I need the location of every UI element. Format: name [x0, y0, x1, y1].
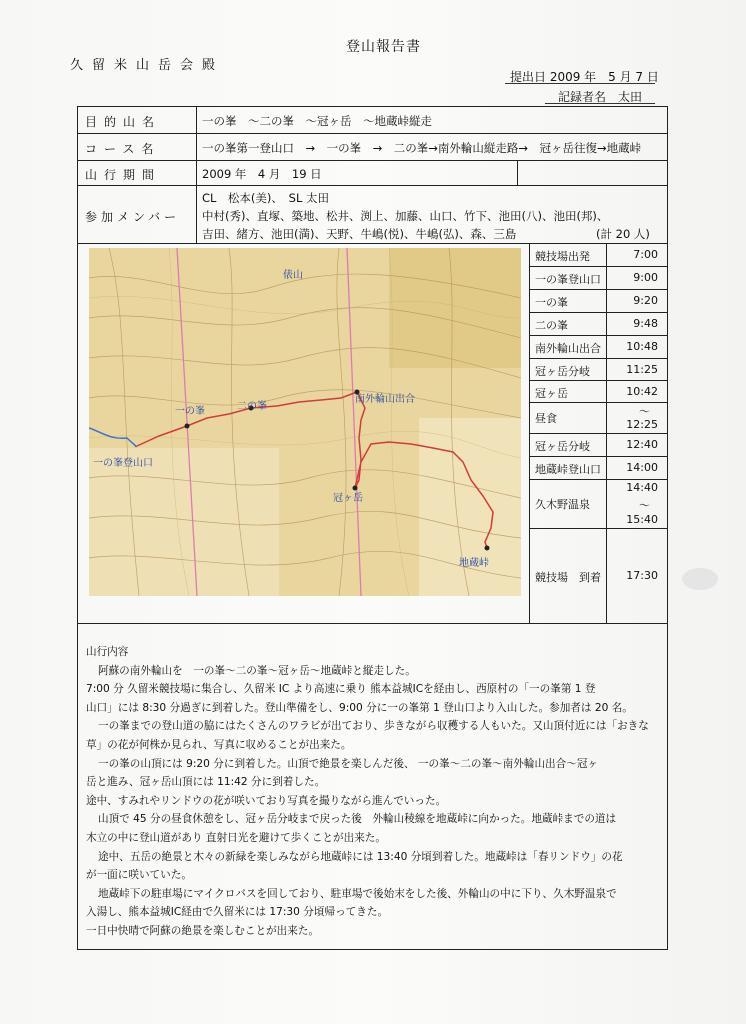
map-label-junction: 南外輪山出合 — [355, 394, 415, 405]
schedule-place: 南外輪山出合 — [535, 342, 601, 355]
schedule-place: 地蔵峠登山口 — [535, 463, 601, 476]
route-map-svg — [89, 248, 521, 596]
schedule-row — [529, 266, 668, 290]
map-label-ninomine: 二の峯 — [237, 401, 267, 412]
schedule-time: 12:25 — [626, 418, 658, 431]
schedule-time: 12:40 — [626, 438, 658, 451]
schedule-row — [529, 528, 668, 623]
report-line: 岳と進み、冠ヶ岳山頂には 11:42 分に到着した。 — [86, 776, 326, 789]
members-total: (計 20 人) — [596, 227, 650, 241]
mountain-value: 一の峯 ～二の峯 ～冠ヶ岳 ～地蔵峠縦走 — [202, 114, 432, 128]
date-underline — [505, 83, 655, 84]
schedule-row — [529, 380, 668, 403]
schedule-time: 9:48 — [633, 317, 658, 330]
report-heading: 山行内容 — [86, 646, 129, 658]
mountain-label: 目的山名 — [85, 115, 162, 129]
members-leaders: CL 松本(美)、 SL 太田 — [202, 191, 330, 205]
map-label-trailhead: 一の峯登山口 — [93, 458, 153, 469]
schedule-row — [529, 402, 668, 434]
map-label-ichinomine: 一の峯 — [175, 406, 205, 417]
report-line: 一の峯の山頂には 9:20 分に到着した。山頂で絶景を楽しんだ後、 一の峯～二の峯～南外輪山出合～冠ヶ — [98, 757, 599, 770]
schedule-row — [529, 243, 668, 267]
period-value: 2009 年 4 月 19 日 — [202, 167, 322, 181]
report-line: 途中、五岳の絶景と木々の新緑を楽しみながら地蔵峠には 13:40 分頃到着した。地蔵峠は「春リンドウ」の花 — [98, 850, 623, 863]
schedule-bottom-rule — [77, 623, 668, 624]
members-label: 参加メンバー — [85, 210, 181, 224]
submission-date: 提出日 2009 年 5 月 7 日 — [510, 70, 659, 84]
schedule-row — [529, 335, 668, 359]
report-line: 7:00 分 久留米競技場に集合し、久留米 IC より高速に乗り 熊本益城ICを経由し、西原村の「一の峯第 1 登 — [86, 683, 596, 696]
report-line: が一面に咲いていた。 — [86, 869, 192, 882]
schedule-time: 15:40 — [626, 513, 658, 526]
schedule-place: 競技場 到着 — [535, 571, 601, 584]
schedule-row — [529, 479, 668, 529]
map-label-jizo-pass: 地蔵峠 — [459, 558, 489, 569]
report-line: 地蔵峠下の駐車場にマイクロバスを回しており、駐車場で後始末をした後、外輪山の中に下り、久木野温泉で — [98, 887, 617, 900]
schedule-time: 10:42 — [626, 385, 658, 398]
document-title: 登山報告書 — [346, 39, 421, 55]
course-value: 一の峯第一登山口 → 一の峯 → 二の峯→南外輪山縦走路→ 冠ヶ岳往復→地蔵峠 — [202, 141, 642, 155]
schedule-row — [529, 312, 668, 336]
schedule-time: 14:40 — [626, 481, 658, 494]
schedule-place: 一の峯 — [535, 296, 568, 309]
schedule-place: 冠ヶ岳分岐 — [535, 365, 590, 378]
schedule-place: 昼食 — [535, 412, 557, 425]
report-line: 山口」には 8:30 分過ぎに到着した。登山準備をし、9:00 分に一の峯第 1 登山口より入山した。参加者は 20 名。 — [86, 701, 633, 714]
label-column-divider — [196, 106, 197, 243]
schedule-place: 冠ヶ岳 — [535, 387, 568, 400]
schedule-row — [529, 289, 668, 313]
schedule-row — [529, 433, 668, 457]
report-line: 山頂で 45 分の昼食休憩をし、冠ヶ岳分岐まで戻った後 外輪山稜線を地蔵峠に向かった。地蔵峠までの道は — [98, 813, 617, 826]
recorder-name: 記録者名 太田 — [558, 90, 643, 104]
schedule-time: 9:20 — [633, 294, 658, 307]
schedule-time: 17:30 — [626, 569, 658, 582]
report-line: 木立の中に登山道があり 直射日光を避けて歩くことが出来た。 — [86, 831, 386, 844]
schedule-row — [529, 456, 668, 480]
schedule-time: 11:25 — [626, 363, 658, 376]
schedule-row — [529, 358, 668, 381]
members-list-1: 中村(秀)、直塚、築地、松井、渕上、加藤、山口、竹下、池田(八)、池田(邦)、 — [202, 209, 609, 223]
recorder-underline — [545, 103, 655, 104]
schedule-place: 二の峯 — [535, 319, 568, 332]
schedule-time: 7:00 — [633, 248, 658, 261]
report-line: 途中、すみれやリンドウの花が咲いており写真を撮りながら進んでいった。 — [86, 794, 447, 807]
members-list-2: 吉田、緒方、池田(満)、天野、牛嶋(悦)、牛嶋(弘)、森、三島 — [202, 227, 517, 241]
report-line: 一の峯までの登山道の脇にはたくさんのワラビが出ており、歩きながら収穫する人もいた。又山頂付近には「おきな — [98, 720, 649, 733]
report-line: 入湯し、熊本益城IC経由で久留米には 17:30 分頃帰ってきた。 — [86, 906, 389, 919]
schedule-time: 14:00 — [626, 461, 658, 474]
route-map — [89, 248, 521, 596]
schedule-place: 競技場出発 — [535, 250, 590, 263]
map-label-tawarayama: 俵山 — [283, 270, 303, 281]
period-divider — [517, 160, 518, 185]
schedule-time: ～ — [639, 499, 650, 512]
schedule-time: 9:00 — [633, 271, 658, 284]
schedule-place: 久木野温泉 — [535, 498, 590, 511]
schedule-place: 一の峯登山口 — [535, 273, 601, 286]
report-line: 阿蘇の南外輪山を 一の峯～二の峯～冠ヶ岳～地蔵峠と縦走した。 — [98, 664, 416, 677]
report-line: 草」の花が何株か見られ、写真に収めることが出来た。 — [86, 738, 352, 751]
schedule-time: ～ — [639, 405, 650, 418]
report-line: 一日中快晴で阿蘇の絶景を楽しむことが出来た。 — [86, 924, 320, 937]
report-body — [86, 643, 661, 941]
schedule-place: 冠ヶ岳分岐 — [535, 440, 590, 453]
period-label: 山行期間 — [85, 168, 162, 182]
schedule-time: 10:48 — [626, 340, 658, 353]
course-label: コース名 — [85, 142, 161, 156]
map-label-kanmurigatake: 冠ヶ岳 — [333, 493, 363, 504]
paper-smudge — [682, 568, 718, 590]
addressee: 久留米山岳会殿 — [70, 58, 225, 73]
